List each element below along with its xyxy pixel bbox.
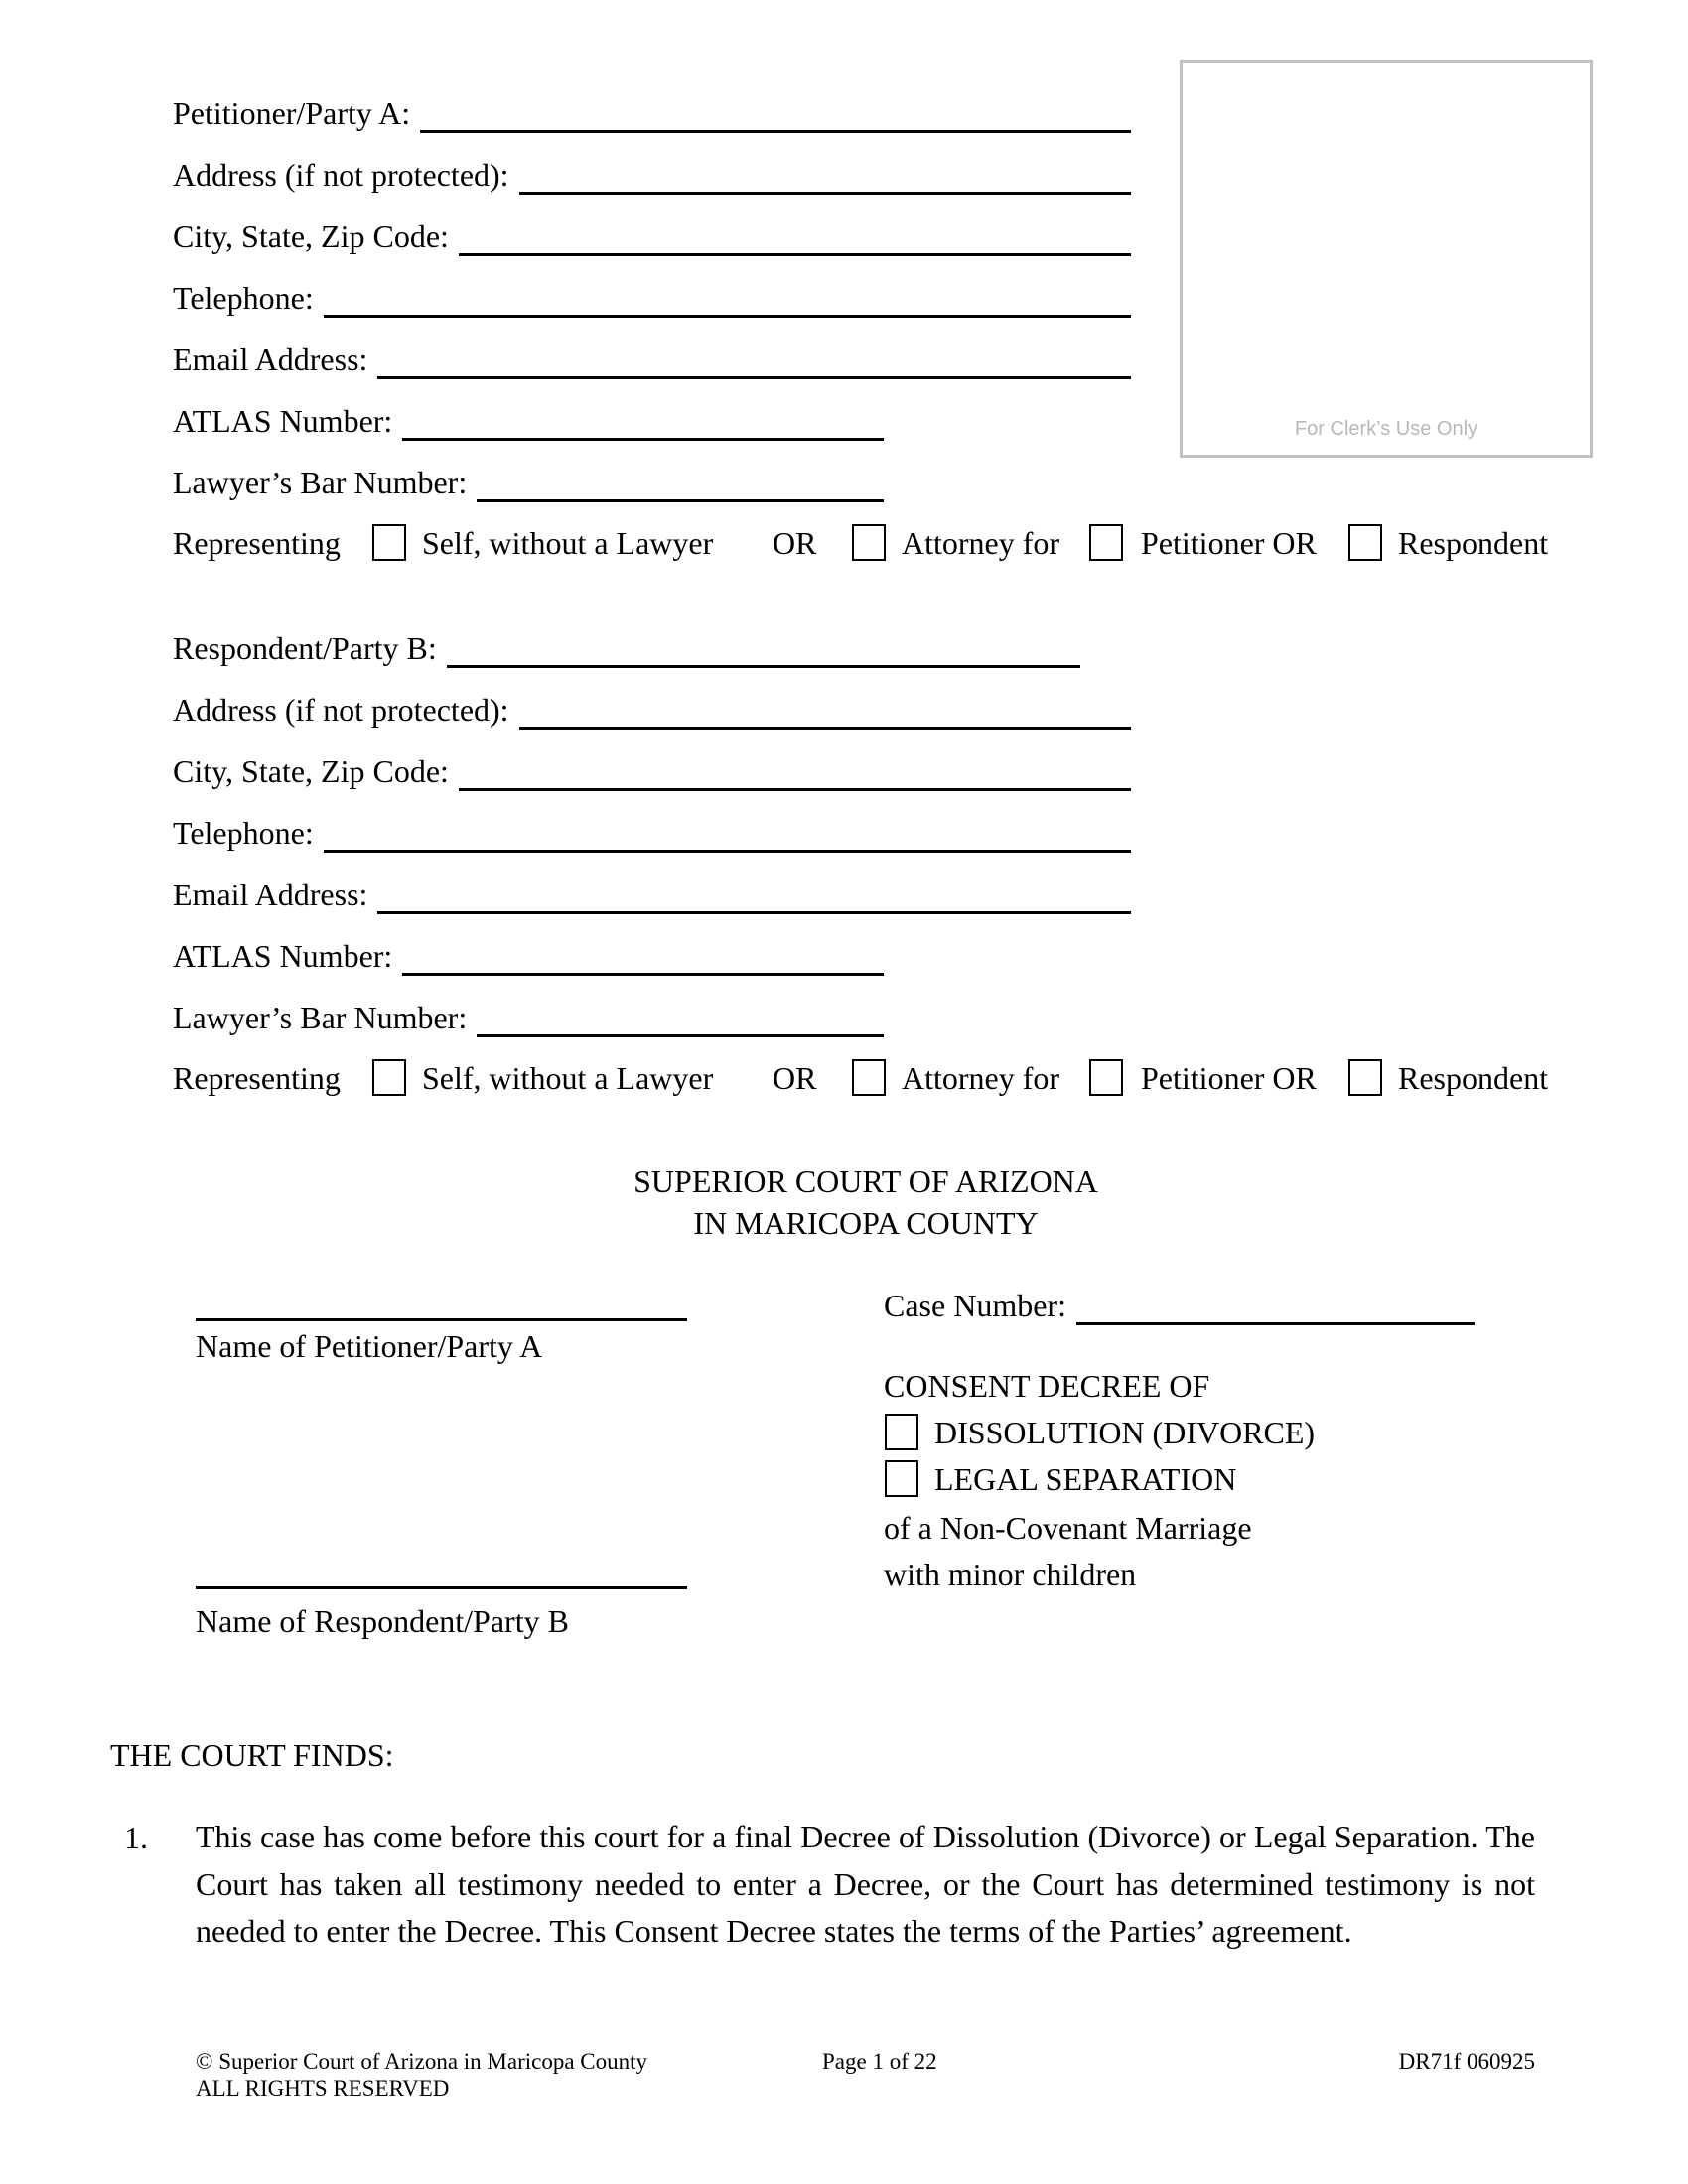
- children-note: with minor children: [884, 1557, 1137, 1592]
- field-label: Address (if not protected):: [173, 692, 509, 728]
- field-label: Telephone:: [173, 815, 314, 851]
- petitioner-name-field[interactable]: [173, 93, 1131, 133]
- petitioner-telephone-field[interactable]: [173, 278, 1131, 318]
- respondent-email-field[interactable]: [173, 875, 1131, 914]
- petitioner-name-label: Name of Petitioner/Party A: [196, 1328, 543, 1364]
- input-line[interactable]: [459, 758, 1131, 791]
- petitioner-label: Petitioner OR: [1141, 525, 1317, 561]
- input-line[interactable]: [402, 408, 884, 441]
- field-label: City, State, Zip Code:: [173, 753, 449, 789]
- attorney-respondent-checkbox[interactable]: [1348, 524, 1382, 561]
- petitioner-address-field[interactable]: [173, 155, 1131, 195]
- attorney-checkbox[interactable]: [852, 524, 886, 561]
- field-label: Address (if not protected):: [173, 157, 509, 193]
- clerk-use-label: For Clerk’s Use Only: [1294, 418, 1478, 440]
- respondent-bar-number-field[interactable]: [173, 998, 884, 1037]
- self-checkbox[interactable]: [372, 524, 406, 561]
- marriage-type: of a Non-Covenant Marriage: [884, 1510, 1252, 1546]
- attorney-checkbox[interactable]: [852, 1059, 886, 1096]
- field-label: Email Address:: [173, 341, 368, 377]
- field-label: Lawyer’s Bar Number:: [173, 465, 468, 500]
- petitioner-bar-number-field[interactable]: [173, 463, 884, 502]
- court-county: IN MARICOPA COUNTY: [693, 1205, 1039, 1241]
- finding-text: This case has come before this court for a final Decree of Dissolution (Divorce) or Legal Separation. The Court has taken all testimony needed to enter a Decree, or the Court has determined testimony is not needed to enter the Decree. This Consent Decree states the terms of the Parties’ agreement.: [196, 1819, 1535, 1949]
- attorney-petitioner-checkbox[interactable]: [1089, 1059, 1123, 1096]
- attorney-respondent-checkbox[interactable]: [1348, 1059, 1382, 1096]
- input-line[interactable]: [477, 1005, 884, 1037]
- legal-separation-checkbox[interactable]: [885, 1460, 918, 1497]
- footer-copyright: © Superior Court of Arizona in Maricopa County: [196, 2049, 648, 2074]
- case-number-field[interactable]: [884, 1286, 1475, 1325]
- field-label: Respondent/Party B:: [173, 630, 437, 666]
- input-line[interactable]: [519, 697, 1131, 730]
- self-checkbox[interactable]: [372, 1059, 406, 1096]
- input-line[interactable]: [377, 882, 1131, 914]
- input-line[interactable]: [402, 943, 884, 976]
- footer-form-code: DR71f 060925: [1398, 2049, 1535, 2074]
- field-label: City, State, Zip Code:: [173, 218, 449, 254]
- clerk-use-box: [1180, 60, 1593, 458]
- input-line[interactable]: [447, 635, 1080, 668]
- input-line[interactable]: [420, 100, 1131, 133]
- case-number-label: Case Number:: [884, 1288, 1066, 1323]
- field-label: Lawyer’s Bar Number:: [173, 1000, 468, 1035]
- dissolution-checkbox[interactable]: [885, 1414, 918, 1450]
- representing-label: Representing: [173, 525, 341, 561]
- respondent-label: Respondent: [1398, 525, 1549, 561]
- representing-label: Representing: [173, 1060, 341, 1096]
- input-line[interactable]: [519, 162, 1131, 195]
- respondent-name-label: Name of Respondent/Party B: [196, 1603, 569, 1639]
- input-line[interactable]: [324, 285, 1131, 318]
- input-line[interactable]: [324, 820, 1131, 853]
- self-label: Self, without a Lawyer: [422, 1060, 714, 1096]
- case-number-input[interactable]: [1076, 1293, 1475, 1325]
- findings-heading: THE COURT FINDS:: [110, 1737, 394, 1773]
- respondent-city-field[interactable]: [173, 751, 1131, 791]
- self-label: Self, without a Lawyer: [422, 525, 714, 561]
- input-line[interactable]: [477, 470, 884, 502]
- field-label: Telephone:: [173, 280, 314, 316]
- petitioner-city-field[interactable]: [173, 216, 1131, 256]
- respondent-atlas-field[interactable]: [173, 936, 884, 976]
- decree-title: CONSENT DECREE OF: [884, 1368, 1210, 1404]
- or-label: OR: [773, 525, 817, 561]
- footer-page-number: Page 1 of 22: [822, 2049, 937, 2074]
- attorney-label: Attorney for: [902, 525, 1060, 561]
- footer-rights: ALL RIGHTS RESERVED: [196, 2076, 450, 2101]
- petitioner-label: Petitioner OR: [1141, 1060, 1317, 1096]
- petitioner-name-line[interactable]: [196, 1318, 687, 1321]
- field-label: ATLAS Number:: [173, 938, 393, 974]
- attorney-label: Attorney for: [902, 1060, 1060, 1096]
- court-name: SUPERIOR COURT OF ARIZONA: [633, 1163, 1098, 1199]
- finding-number: 1.: [124, 1820, 148, 1855]
- petitioner-email-field[interactable]: [173, 340, 1131, 379]
- legal-separation-label: LEGAL SEPARATION: [934, 1461, 1237, 1497]
- input-line[interactable]: [459, 223, 1131, 256]
- dissolution-label: DISSOLUTION (DIVORCE): [934, 1415, 1316, 1450]
- respondent-label: Respondent: [1398, 1060, 1549, 1096]
- field-label: Email Address:: [173, 877, 368, 912]
- respondent-name-field[interactable]: [173, 628, 1080, 668]
- or-label: OR: [773, 1060, 817, 1096]
- respondent-address-field[interactable]: [173, 690, 1131, 730]
- petitioner-atlas-field[interactable]: [173, 401, 884, 441]
- input-line[interactable]: [377, 346, 1131, 379]
- field-label: ATLAS Number:: [173, 403, 393, 439]
- respondent-name-line[interactable]: [196, 1586, 687, 1589]
- field-label: Petitioner/Party A:: [173, 95, 411, 131]
- attorney-petitioner-checkbox[interactable]: [1089, 524, 1123, 561]
- respondent-telephone-field[interactable]: [173, 813, 1131, 853]
